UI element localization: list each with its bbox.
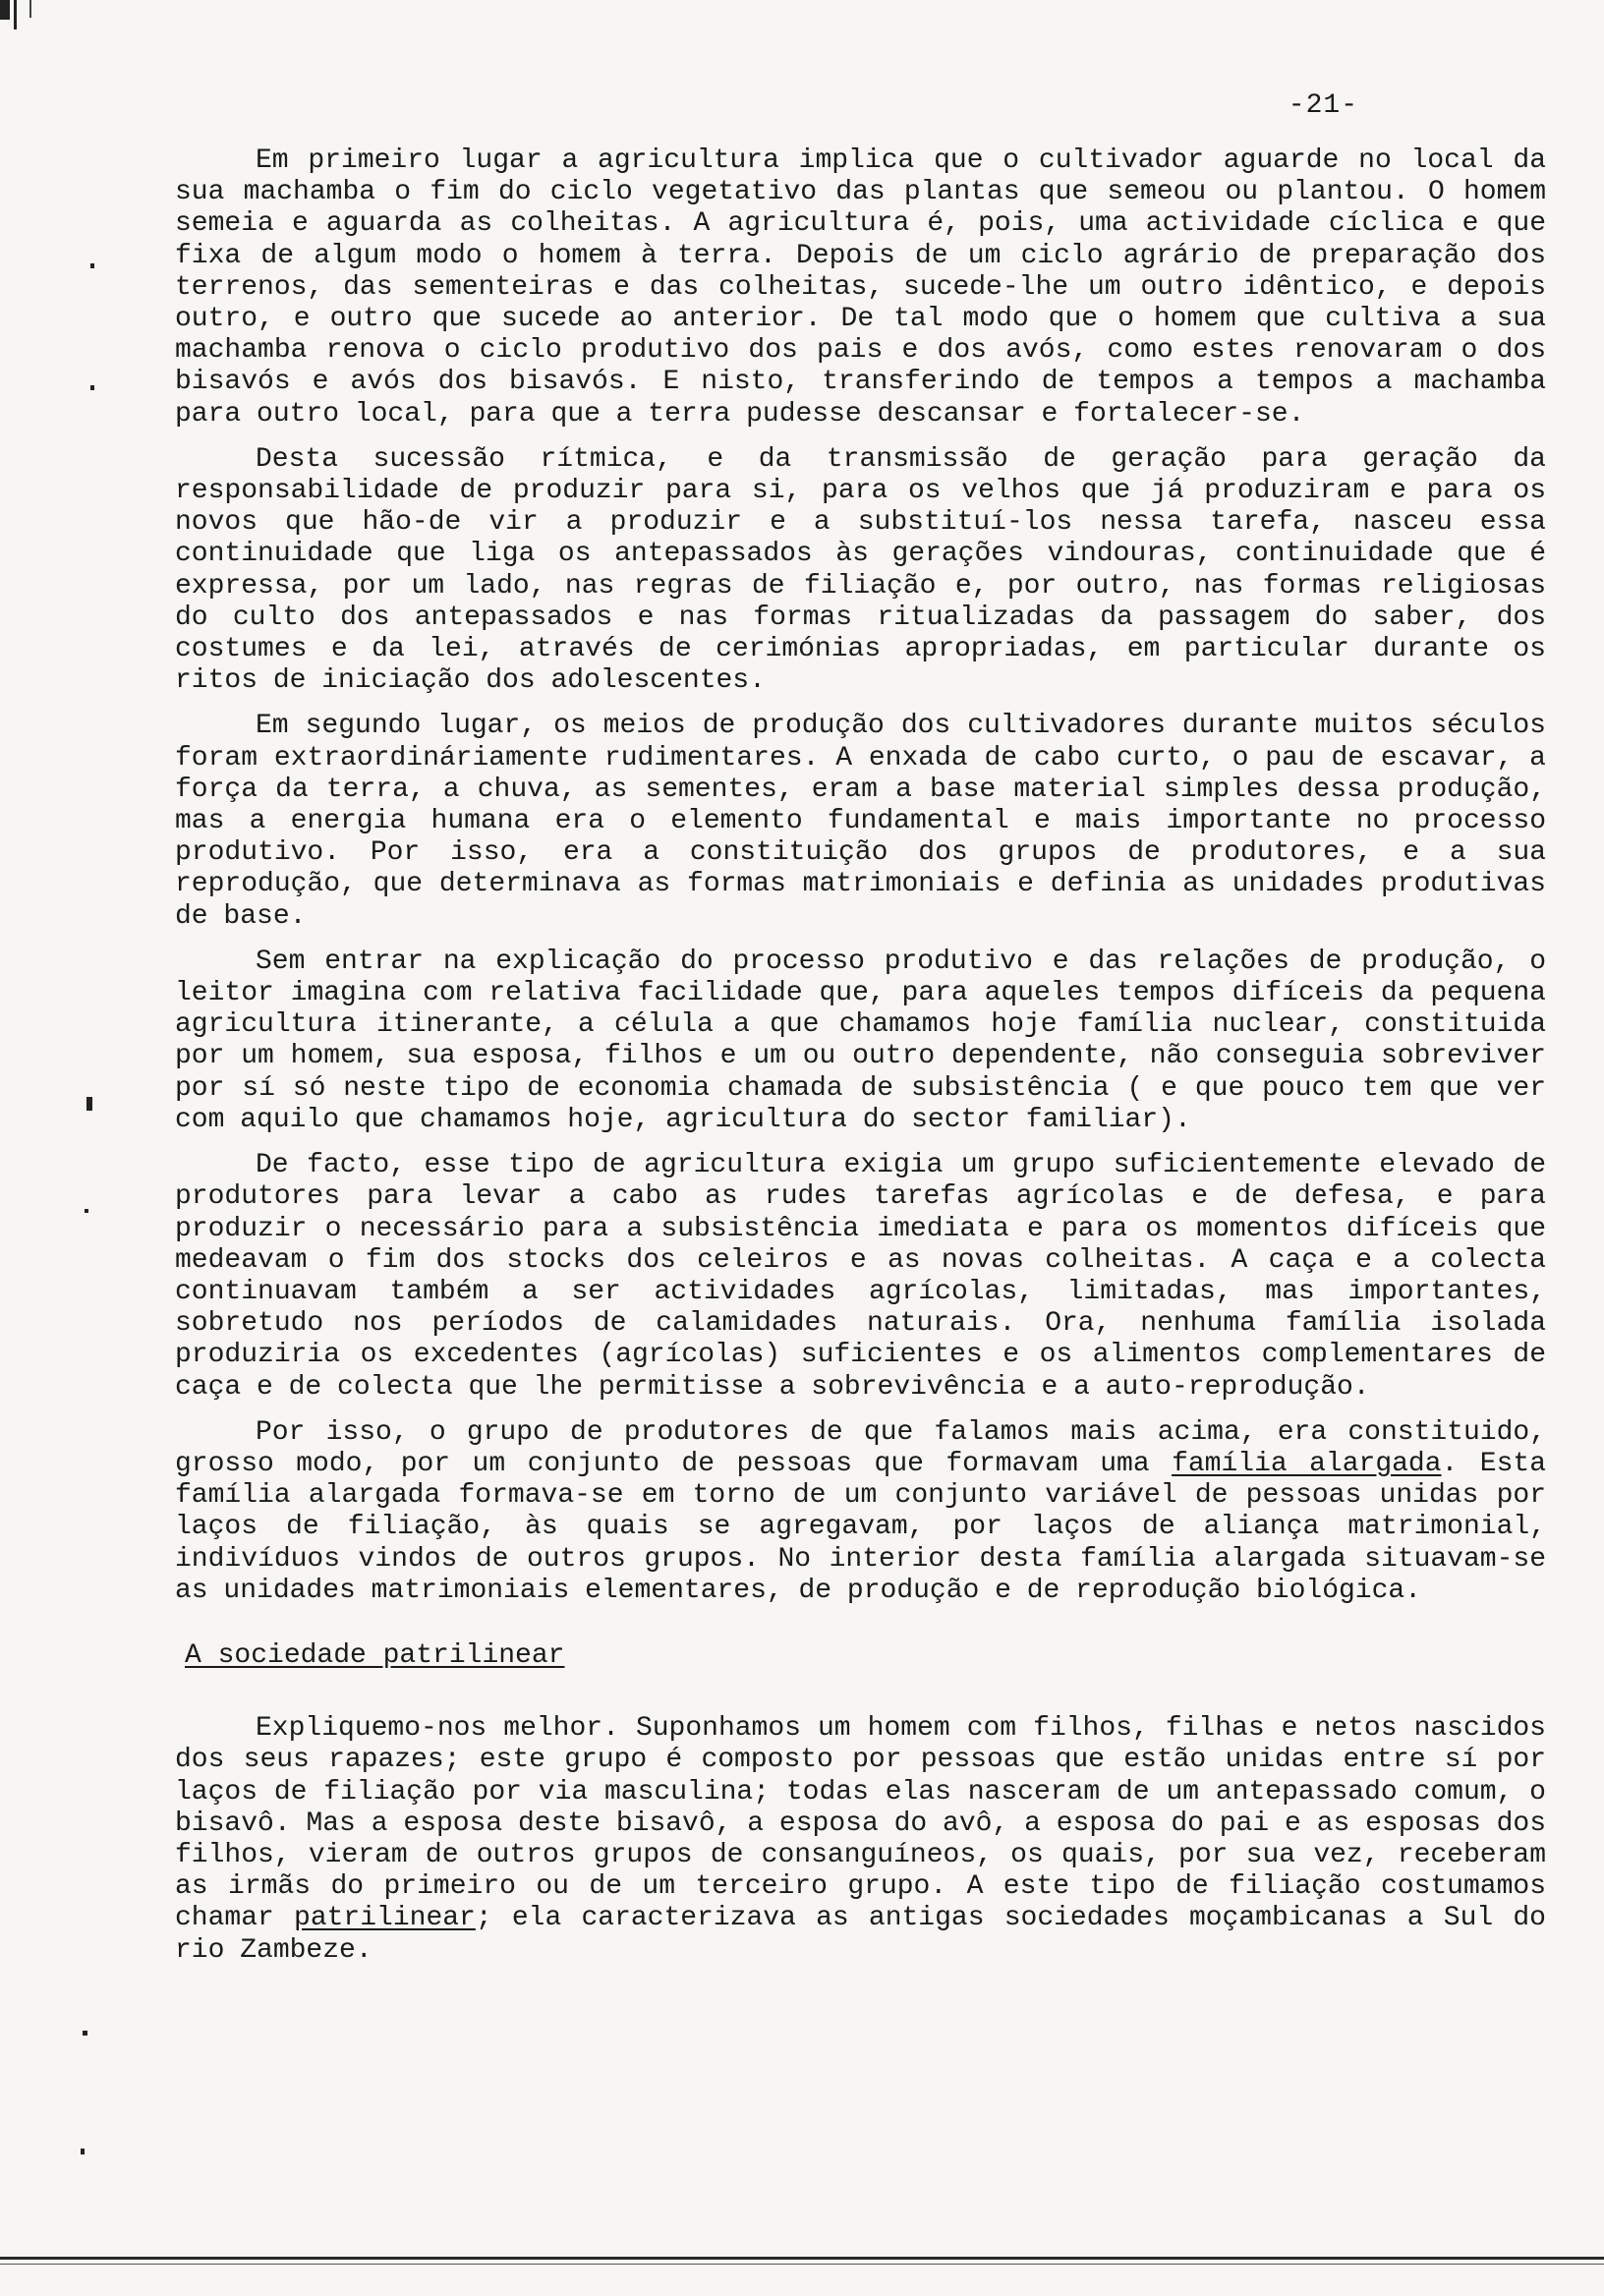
underlined-term: patrilinear: [294, 1903, 476, 1934]
margin-dot: [83, 2031, 87, 2036]
binder-mark: [14, 0, 17, 29]
underlined-term: família alargada: [1172, 1448, 1442, 1479]
margin-dot: [85, 1209, 88, 1213]
paragraph-3: Em segundo lugar, os meios de produção dos cultivadores durante muitos séculos foram extraordináriamente rudimentares. A enxada de cabo curto, o pau de escavar, a força da terra, a chuva, as sementes, eram a base material simples dessa produção, mas a energia humana era o elemento fundamental e mais importante no processo produtivo. Por isso, era a constituição dos grupos de produtores, e a sua reprodução, que determinava as formas matrimoniais e definia as unidades produtivas de base.: [175, 711, 1546, 932]
paragraph-7-text: Expliquemo-nos melhor. Suponhamos um homem com filhos, filhas e netos nascidos dos seus rapazes; este grupo é composto por pessoas que estão unidas entre sí por laços de filiação por via masculina; todas elas nasceram de um antepassado comum, o bisavô. Mas a esposa deste bisavô, a esposa do avô, a esposa do pai e as esposas dos filhos, vieram de outros grupos de consanguíneos, os quais, por sua vez, receberam as irmãs do primeiro ou de um terceiro grupo. A este tipo de filiação costumamos chamar: [175, 1713, 1546, 1934]
paragraph-5: De facto, esse tipo de agricultura exigia um grupo suficientemente elevado de produtores para levar a cabo as rudes tarefas agrícolas e de defesa, e para produzir o necessário para a subsistência imediata e para os momentos difíceis que medeavam o fim dos stocks dos celeiros e as novas colheitas. A caça e a colecta continuavam também a ser actividades agrícolas, limitadas, mas importantes, sobretudo nos períodos de calamidades naturais. Ora, nenhuma família isolada produziria os excedentes (agrícolas) suficientes e os alimentos complementares de caça e de colecta que lhe permitisse a sobrevivência e a auto-reprodução.: [175, 1150, 1546, 1403]
binder-mark: [0, 0, 10, 20]
margin-dot: [90, 263, 94, 268]
section-heading: A sociedade patrilinear: [185, 1639, 565, 1671]
margin-dot: [90, 385, 94, 390]
paragraph-6-text: Por isso, o grupo de produtores de que falamos mais acima, era constituido, grosso modo, por um conjunto de pessoas que formavam uma: [175, 1416, 1546, 1479]
paragraph-6: [175, 1417, 1546, 1607]
binder-mark: [29, 0, 31, 18]
paragraph-6-text: . Esta família alargada formava-se em torno de um conjunto variável de pessoas unidas por laços de filiação, às quais se agregavam, por laços de aliança matrimonial, indivíduos vindos de outros grupos. No interior desta família alargada situavam-se as unidades matrimoniais elementares, de produção e de reprodução biológica.: [175, 1448, 1546, 1606]
paragraph-1: Em primeiro lugar a agricultura implica que o cultivador aguarde no local da sua machamba o fim do ciclo vegetativo das plantas que semeou ou plantou. O homem semeia e aguarda as colheitas. A agricultura é, pois, uma actividade cíclica e que fixa de algum modo o homem à terra. Depois de um ciclo agrário de preparação dos terrenos, das sementeiras e das colheitas, sucede-lhe um outro idêntico, e depois outro, e outro que sucede ao anterior. De tal modo que o homem que cultiva a sua machamba renova o ciclo produtivo dos pais e dos avós, como estes renovaram o dos bisavós e avós dos bisavós. E nisto, transferindo de tempos a tempos a machamba para outro local, para que a terra pudesse descansar e fortalecer-se.: [175, 145, 1546, 430]
body-text: [175, 145, 1546, 1967]
footer-rule: [0, 2257, 1604, 2260]
paragraph-7-text: ; ela caracterizava as antigas sociedades moçambicanas a Sul do rio Zambeze.: [175, 1903, 1546, 1966]
paragraph-4: Sem entrar na explicação do processo produtivo e das relações de produção, o leitor imagina com relativa facilidade que, para aqueles tempos difíceis da pequena agricultura itinerante, a célula a que chamamos hoje família nuclear, constituida por um homem, sua esposa, filhos e um ou outro dependente, não conseguia sobreviver por sí só neste tipo de economia chamada de subsistência ( e que pouco tem que ver com aquilo que chamamos hoje, agricultura do sector familiar).: [175, 946, 1546, 1135]
margin-dot: [81, 2149, 85, 2154]
margin-mark: [86, 1097, 92, 1111]
paragraph-7: [175, 1713, 1546, 1967]
paragraph-2: Desta sucessão rítmica, e da transmissão de geração para geração da responsabilidade de produzir para si, para os velhos que já produziram e para os novos que hão-de vir a produzir e a substituí-los nessa tarefa, nasceu essa continuidade que liga os antepassados às gerações vindouras, continuidade que é expressa, por um lado, nas regras de filiação e, por outro, nas formas religiosas do culto dos antepassados e nas formas ritualizadas da passagem do saber, dos costumes e da lei, através de cerimónias apropriadas, em particular durante os ritos de iniciação dos adolescentes.: [175, 443, 1546, 697]
footer-rule: [0, 2264, 1604, 2265]
page-number: -21-: [1288, 90, 1358, 121]
